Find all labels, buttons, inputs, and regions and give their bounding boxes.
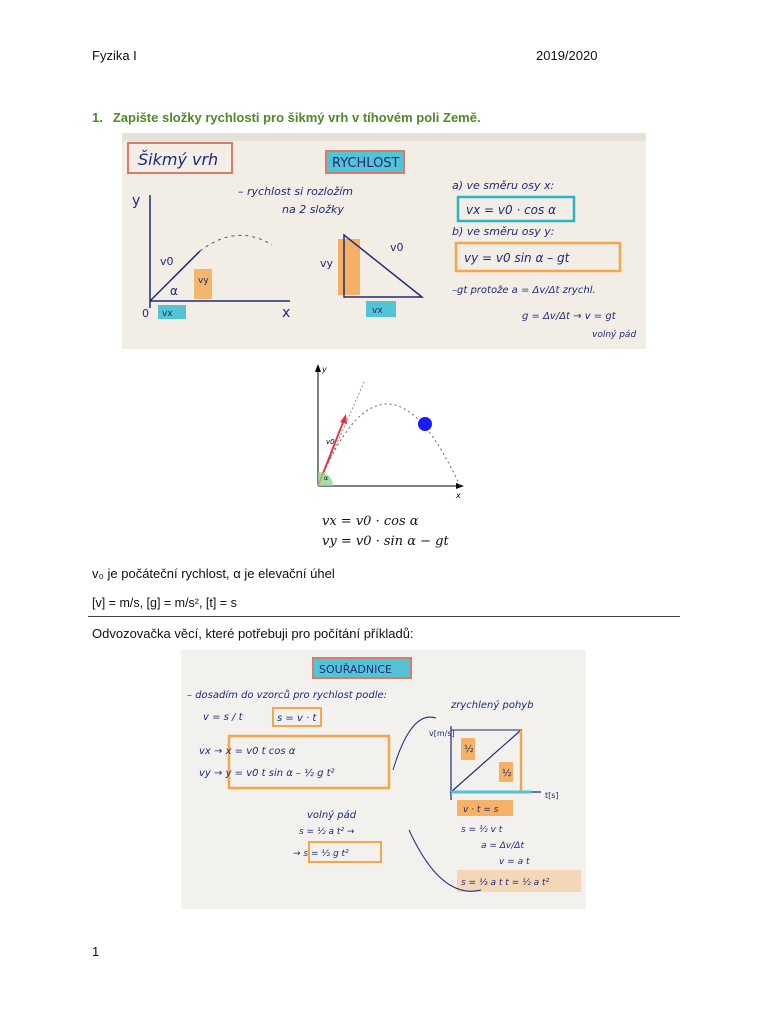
- notes2-a-dv: a = Δv/Δt: [481, 841, 524, 851]
- notes2-vy-row: vy → y = v0 t sin α – ½ g t²: [199, 768, 335, 779]
- notes1-v0-mid: v0: [390, 241, 404, 254]
- equation-vx: vx = v0 · cos α: [322, 514, 419, 529]
- notes1-vy-box: vy = v0 sin α – gt: [464, 251, 570, 265]
- notes2-v-at: v = a t: [499, 857, 530, 867]
- notes2-half-2: ½: [502, 768, 512, 779]
- header-course: Fyzika I: [92, 48, 137, 63]
- question-number: 1.: [92, 110, 103, 125]
- notes2-volny: volný pád: [307, 810, 357, 821]
- notes1-vx-left: vx: [162, 309, 173, 319]
- question-text: Zapište složky rychlosti pro šikmý vrh v tíhovém poli Země.: [112, 110, 481, 125]
- notes1-g-note2: volný pád: [592, 330, 637, 340]
- notes2-vt-box: v · t = s: [463, 805, 499, 815]
- notes1-b-line: b) ve směru osy y:: [452, 225, 555, 238]
- plot-y-label: y: [322, 365, 327, 374]
- notes1-x: x: [282, 305, 291, 321]
- notes2-vx-row: vx → x = v0 t cos α: [199, 746, 296, 757]
- units-text: [v] = m/s, [g] = m/s², [t] = s: [92, 596, 237, 610]
- notes2-half-1: ½: [464, 744, 474, 755]
- notes2-s-half: s = ½ v t: [461, 825, 503, 835]
- notes-2-drawing: [181, 650, 586, 909]
- notes2-s-gt2: → s = ½ g t²: [293, 849, 349, 859]
- notes1-vy-mid: vy: [320, 257, 334, 270]
- notes1-note: – rychlost si rozložím: [238, 185, 354, 198]
- notes1-vx-mid: vx: [372, 306, 383, 316]
- handwritten-notes-photo-1: [122, 133, 646, 349]
- notes1-g-note: g = Δv/Δt → v = gt: [522, 311, 616, 322]
- page-number: 1: [92, 944, 100, 959]
- notes2-taxis: t[s]: [545, 791, 559, 800]
- notes1-alpha: α: [170, 284, 178, 298]
- notes1-vy-left: vy: [198, 276, 209, 286]
- notes2-s-final: s = ½ a t t = ½ a t²: [461, 878, 550, 888]
- notes1-a-line: a) ve směru osy x:: [452, 179, 555, 192]
- notes2-title: SOUŘADNICE: [319, 663, 392, 676]
- notes2-svt: s = v · t: [277, 713, 317, 724]
- projectile-plot: [310, 362, 466, 502]
- notes1-title: Šikmý vrh: [138, 150, 219, 169]
- notes1-y: y: [132, 193, 141, 209]
- notes2-line1: – dosadím do vzorců pro rychlost podle:: [187, 690, 388, 701]
- question-heading: [92, 110, 481, 125]
- derivation-heading: Odvozovačka věcí, které potřebuji pro počítání příkladů:: [92, 626, 414, 641]
- notes-1-drawing: [122, 133, 646, 349]
- definition-text: v₀ je počáteční rychlost, α je elevační úhel: [92, 566, 335, 581]
- handwritten-notes-photo-2: [181, 650, 586, 909]
- notes1-note2: na 2 složky: [282, 203, 344, 216]
- notes2-pohyb: zrychlený pohyb: [451, 700, 534, 711]
- notes1-gt-note: –gt protože a = Δv/Δt zrychl.: [452, 285, 596, 296]
- header-year: 2019/2020: [536, 48, 598, 63]
- notes1-zero: 0: [142, 307, 149, 320]
- plot-alpha: α: [324, 475, 328, 482]
- notes1-rychlost: RYCHLOST: [332, 156, 400, 171]
- plot-x-label: x: [456, 491, 461, 500]
- notes1-vx-box: vx = v0 · cos α: [466, 203, 556, 217]
- equation-vy: vy = v0 · sin α − gt: [322, 534, 449, 549]
- notes2-s-gt1: s = ½ a t² →: [299, 827, 355, 837]
- notes2-vaxis: v[m/s]: [429, 729, 455, 738]
- section-divider: [88, 616, 680, 617]
- projectile-plot-svg: [310, 362, 466, 502]
- notes1-v0: v0: [160, 255, 174, 268]
- notes2-vs: v = s / t: [203, 712, 243, 723]
- plot-v0: v0: [326, 438, 335, 446]
